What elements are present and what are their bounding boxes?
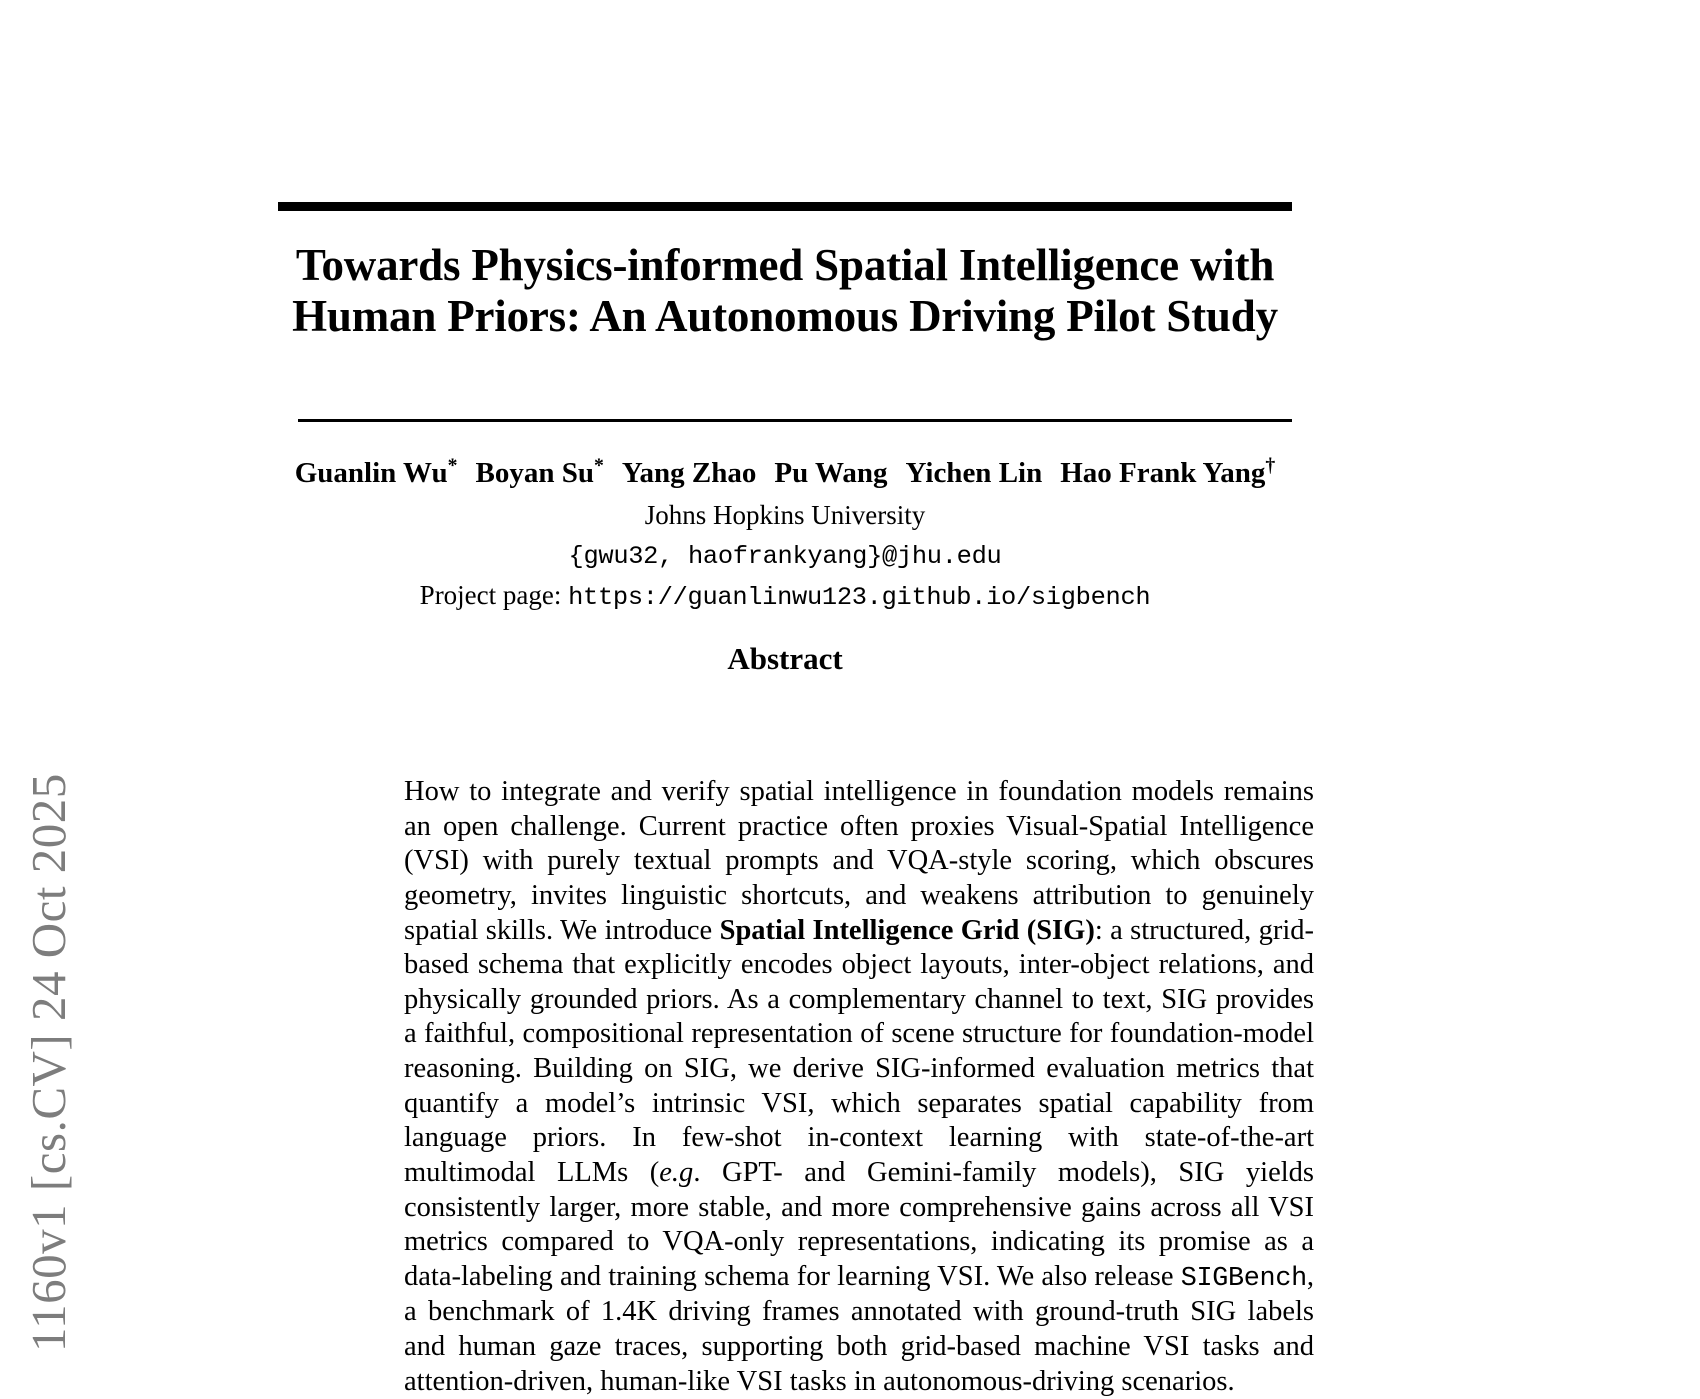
author-marker: * xyxy=(447,454,458,476)
author-list xyxy=(278,452,1292,493)
title-rule xyxy=(298,419,1292,422)
title-block xyxy=(278,240,1292,342)
project-page-line xyxy=(278,576,1292,617)
abstract-mono-term: SIGBench xyxy=(1180,1263,1307,1294)
title-line-2: Human Priors: An Autonomous Driving Pilot Study xyxy=(292,290,1278,341)
abstract-text: . GPT- and Gemini-family models), SIG yields consistently larger, more stable, and more comprehensive gains across all VSI metrics compared to VQA-only representations, indicating its promise as a data-labeling and training schema for learning VSI. We also release xyxy=(404,1156,1314,1292)
abstract-body xyxy=(404,775,1314,1399)
affiliation: Johns Hopkins University xyxy=(644,499,926,530)
project-page-label: Project page: xyxy=(419,579,569,610)
author-entry xyxy=(906,457,1043,489)
author-entry xyxy=(1060,454,1276,489)
author-marker: † xyxy=(1265,454,1276,476)
author-block xyxy=(278,452,1292,617)
author-entry xyxy=(475,454,604,489)
author-name: Guanlin Wu xyxy=(294,456,448,489)
author-name: Boyan Su xyxy=(475,456,594,489)
arxiv-identifier-text: 1160v1 [cs.CV] 24 Oct 2025 xyxy=(20,773,76,1352)
abstract-paragraph xyxy=(404,775,1314,1399)
author-marker: * xyxy=(593,454,604,476)
title-line-1: Towards Physics-informed Spatial Intelligence with xyxy=(295,240,1275,290)
abstract-italic-term: e.g xyxy=(659,1156,694,1188)
author-name: Hao Frank Yang xyxy=(1060,456,1266,489)
abstract-text: How to integrate and verify spatial intelligence in foundation models remains an open challenge. Current practice often proxies Visual-Spatial Intelligence (VSI) with purely textual prompts and VQA-style scoring, which obscures geometry, invites linguistic shortcuts, and weakens attribution to genuinely spatial skills. We introduce xyxy=(404,776,1314,946)
author-name: Yichen Lin xyxy=(905,456,1043,489)
author-name: Pu Wang xyxy=(774,456,888,489)
contact-email-line xyxy=(278,535,1292,576)
masthead-rule xyxy=(278,202,1292,211)
project-page-link[interactable]: https://guanlinwu123.github.io/sigbench xyxy=(568,582,1151,612)
author-name: Yang Zhao xyxy=(621,456,757,489)
author-entry xyxy=(294,454,458,489)
author-entry xyxy=(622,457,757,489)
abstract-bold-term: Spatial Intelligence Grid (SIG) xyxy=(719,914,1095,946)
contact-email: {gwu32, haofrankyang}@jhu.edu xyxy=(568,541,1002,571)
abstract-text: , a benchmark of 1.4K driving frames annotated with ground-truth SIG labels and human gaze traces, supporting both grid-based machine VSI tasks and attention-driven, human-like VSI tasks in autonomous-driving scenarios. xyxy=(404,1260,1314,1397)
page-title xyxy=(278,240,1292,342)
abstract-heading: Abstract xyxy=(727,641,843,676)
author-entry xyxy=(774,457,887,489)
abstract-text: : a structured, grid-based schema that explicitly encodes object layouts, inter-object relations, and physically grounded priors. As a complementary channel to text, SIG provides a faithful, compositional representation of scene structure for foundation-model reasoning. Building on SIG, we derive SIG-informed evaluation metrics that quantify a model’s intrinsic VSI, which separates spatial capability from language priors. In few-shot in-context learning with state-of-the-art multimodal LLMs ( xyxy=(404,914,1314,1188)
